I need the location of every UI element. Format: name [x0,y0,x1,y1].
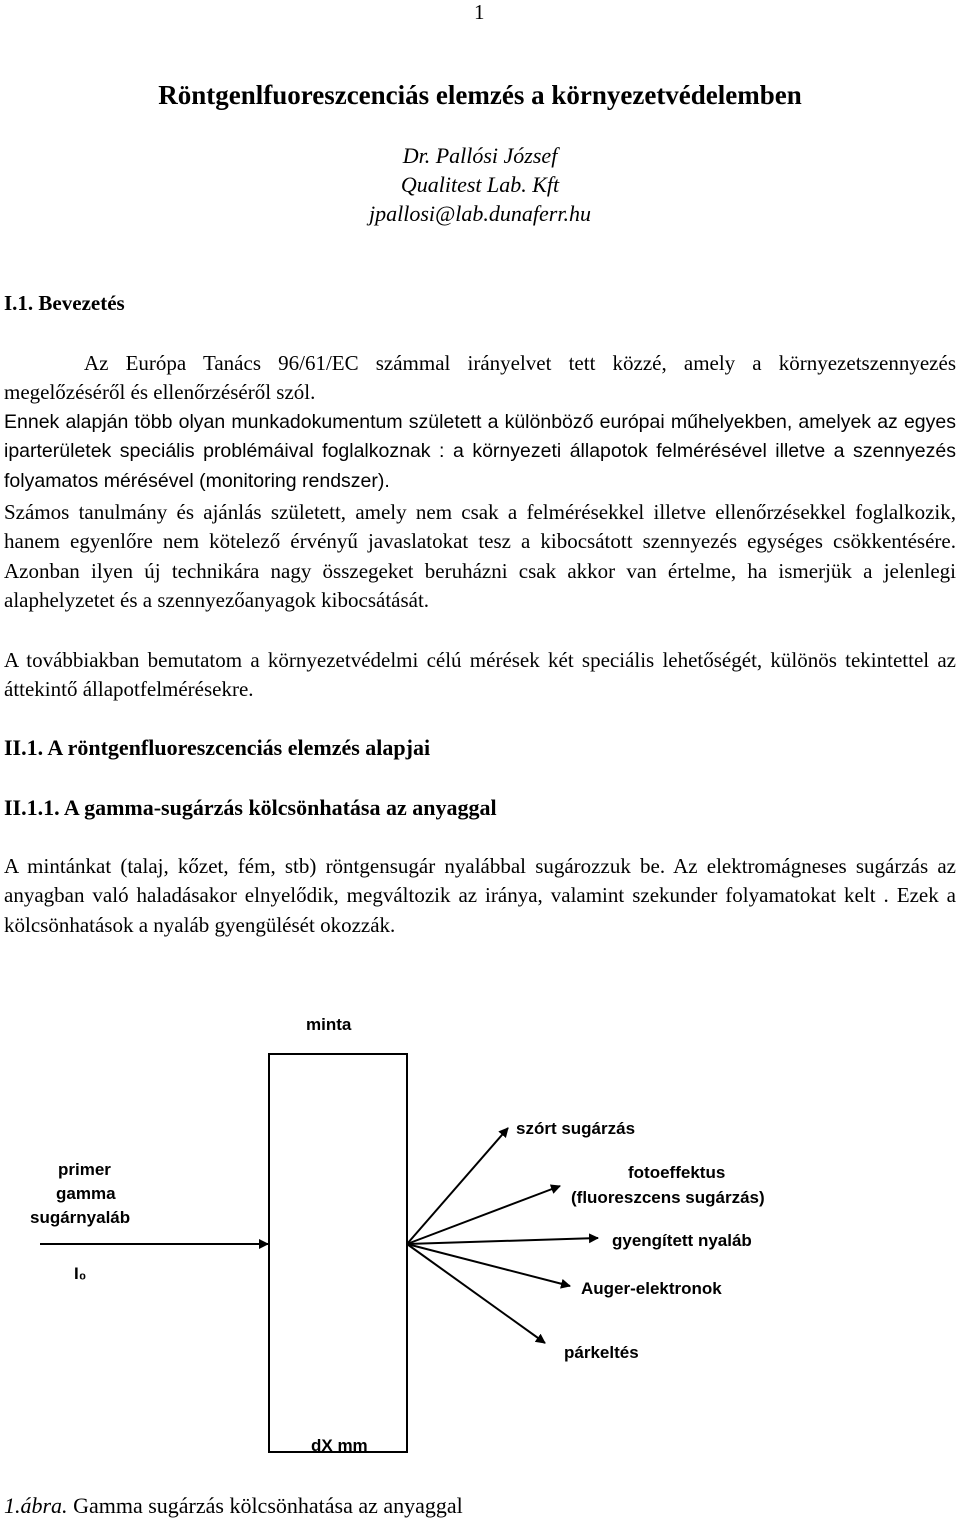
subsection-heading-interaction: II.1.1. A gamma-sugárzás kölcsönhatása az anyaggal [4,795,497,820]
label-fluoreszcens: (fluoreszcens sugárzás) [571,1188,765,1207]
auger-electrons-arrow [407,1244,570,1286]
label-minta: minta [306,1015,352,1034]
caption-label: 1.ábra. [4,1493,68,1518]
label-gamma: gamma [56,1184,116,1203]
author-email: jpallosi@lab.dunaferr.hu [369,201,591,226]
label-sugarnyalab: sugárnyaláb [30,1208,131,1227]
section-heading-basics: II.1. A röntgenfluoreszcenciás elemzés alapjai [4,735,431,760]
attenuated-beam-arrow [407,1238,598,1244]
scattered-radiation-arrow [407,1128,508,1244]
label-parkeltes: párkeltés [564,1343,639,1362]
section-heading-intro: I.1. Bevezetés [4,291,125,315]
sample-rectangle [269,1054,407,1452]
page-number: 1 [474,0,485,24]
author-organization: Qualitest Lab. Kft [400,172,560,197]
label-auger-elektronok: Auger-elektronok [581,1279,722,1298]
paragraph-intro-1: Az Európa Tanács 96/61/EC számmal irányelvet tett közzé, amely a környezetszennyezés megelőzéséről és ellenőrzéséről szól. [4,351,956,405]
photoeffect-arrow [407,1186,560,1244]
label-i0: I₀ [74,1264,87,1283]
page-title: Röntgenlfuoreszcenciás elemzés a környezetvédelemben [158,80,802,110]
label-szort-sugarzas: szórt sugárzás [516,1119,636,1138]
pair-production-arrow [407,1244,545,1343]
interaction-diagram [0,990,960,1480]
caption-text: Gamma sugárzás kölcsönhatása az anyaggal [67,1493,463,1518]
label-dx: dX mm [311,1436,368,1455]
paragraph-intro-2: Ennek alapján több olyan munkadokumentum született a különböző európai műhelyekben, amelyek az egyes iparterületek speciális problémáival foglalkoznak : a környezeti állapotok felmérésével illetve a szennyezés folyamatos mérésével (monitoring rendszer). [4,411,956,492]
label-fotoeffektus: fotoeffektus [628,1163,726,1182]
figure-caption [4,1493,463,1519]
label-gyengitett-nyalab: gyengített nyaláb [612,1231,752,1250]
paragraph-interaction: A mintánkat (talaj, kőzet, fém, stb) röntgensugár nyalábbal sugározzuk be. Az elektromágneses sugárzás az anyagban való haladásakor elnyelődik, megváltozik az iránya, valamint szekunder folyamatokat kelt . Ezek a kölcsönhatások a nyaláb gyengülését okozzák. [4,854,956,937]
label-primer: primer [58,1160,111,1179]
paragraph-intro-3: Számos tanulmány és ajánlás született, amely nem csak a felmérésekkel illetve ellenőrzésekkel foglalkozik, hanem egyenlőre nem kötelező érvényű javaslatokat tesz a kibocsátott szennyezés egységes csökkentésére. Azonban ilyen új technikára nagy összegeket beruházni csak akkor van értelme, ha ismerjük a jelenlegi alaphelyzetet és a szennyezőanyagok kibocsátását. [4,500,956,613]
author-name: Dr. Pallósi József [402,143,558,168]
paragraph-intro-4: A továbbiakban bemutatom a környezetvédelmi célú mérések két speciális lehetőségét, különös tekintettel az áttekintő állapotfelmérésekre. [4,648,956,702]
